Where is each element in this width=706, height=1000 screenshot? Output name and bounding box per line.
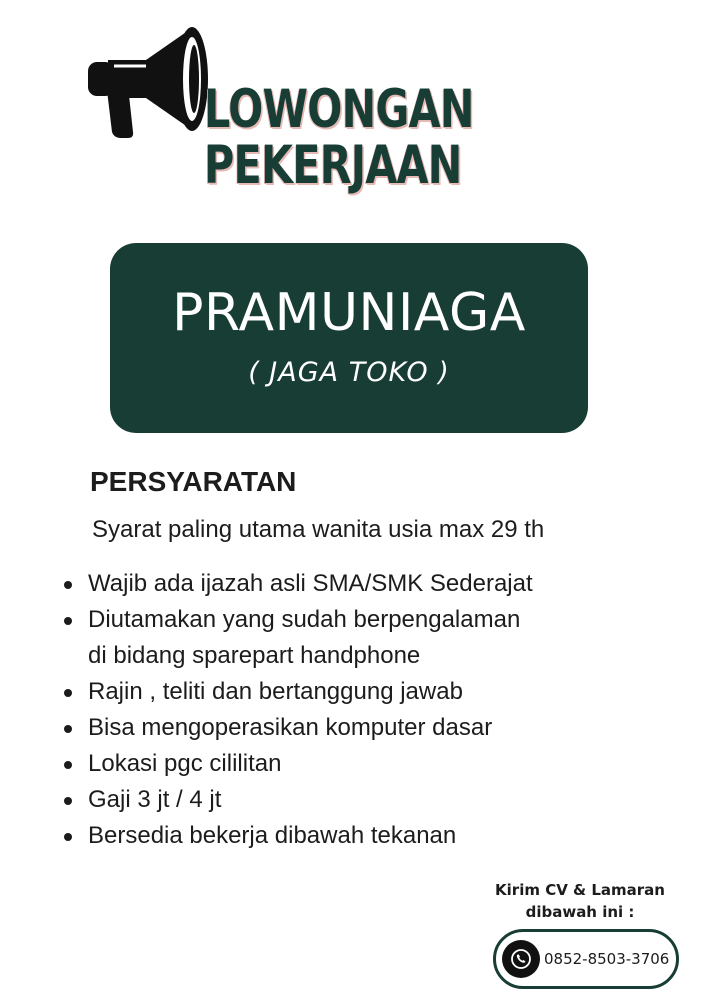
requirement-item: Bisa mengoperasikan komputer dasar	[64, 710, 533, 746]
job-subtitle: ( JAGA TOKO )	[248, 357, 450, 388]
headline	[204, 79, 474, 196]
requirement-item-continuation: di bidang sparepart handphone	[88, 642, 421, 669]
phone-number[interactable]: 0852-8503-3706	[544, 950, 670, 968]
headline-line-1: LOWONGAN	[204, 79, 474, 140]
job-title: PRAMUNIAGA	[172, 283, 526, 343]
contact-note-line-2: dibawah ini :	[525, 903, 635, 921]
contact-note-line-1: Kirim CV & Lamaran	[495, 881, 665, 899]
requirements-main: Syarat paling utama wanita usia max 29 th	[92, 516, 545, 543]
requirement-item: Diutamakan yang sudah berpengalaman	[64, 602, 533, 638]
requirement-item: Rajin , teliti dan bertanggung jawab	[64, 674, 533, 710]
job-title-card	[110, 243, 588, 433]
requirement-item: Bersedia bekerja dibawah tekanan	[64, 818, 533, 854]
requirements-heading: PERSYARATAN	[90, 466, 297, 497]
megaphone-icon	[84, 22, 216, 140]
whatsapp-phone-icon	[502, 940, 540, 978]
requirement-item: Gaji 3 jt / 4 jt	[64, 782, 533, 818]
requirement-item: Lokasi pgc cililitan	[64, 746, 533, 782]
phone-contact[interactable]	[493, 929, 679, 989]
headline-line-2: PEKERJAAN	[204, 135, 462, 196]
requirement-item: Wajib ada ijazah asli SMA/SMK Sederajat	[64, 566, 533, 602]
contact-note	[470, 879, 690, 923]
requirements-list	[64, 566, 533, 854]
